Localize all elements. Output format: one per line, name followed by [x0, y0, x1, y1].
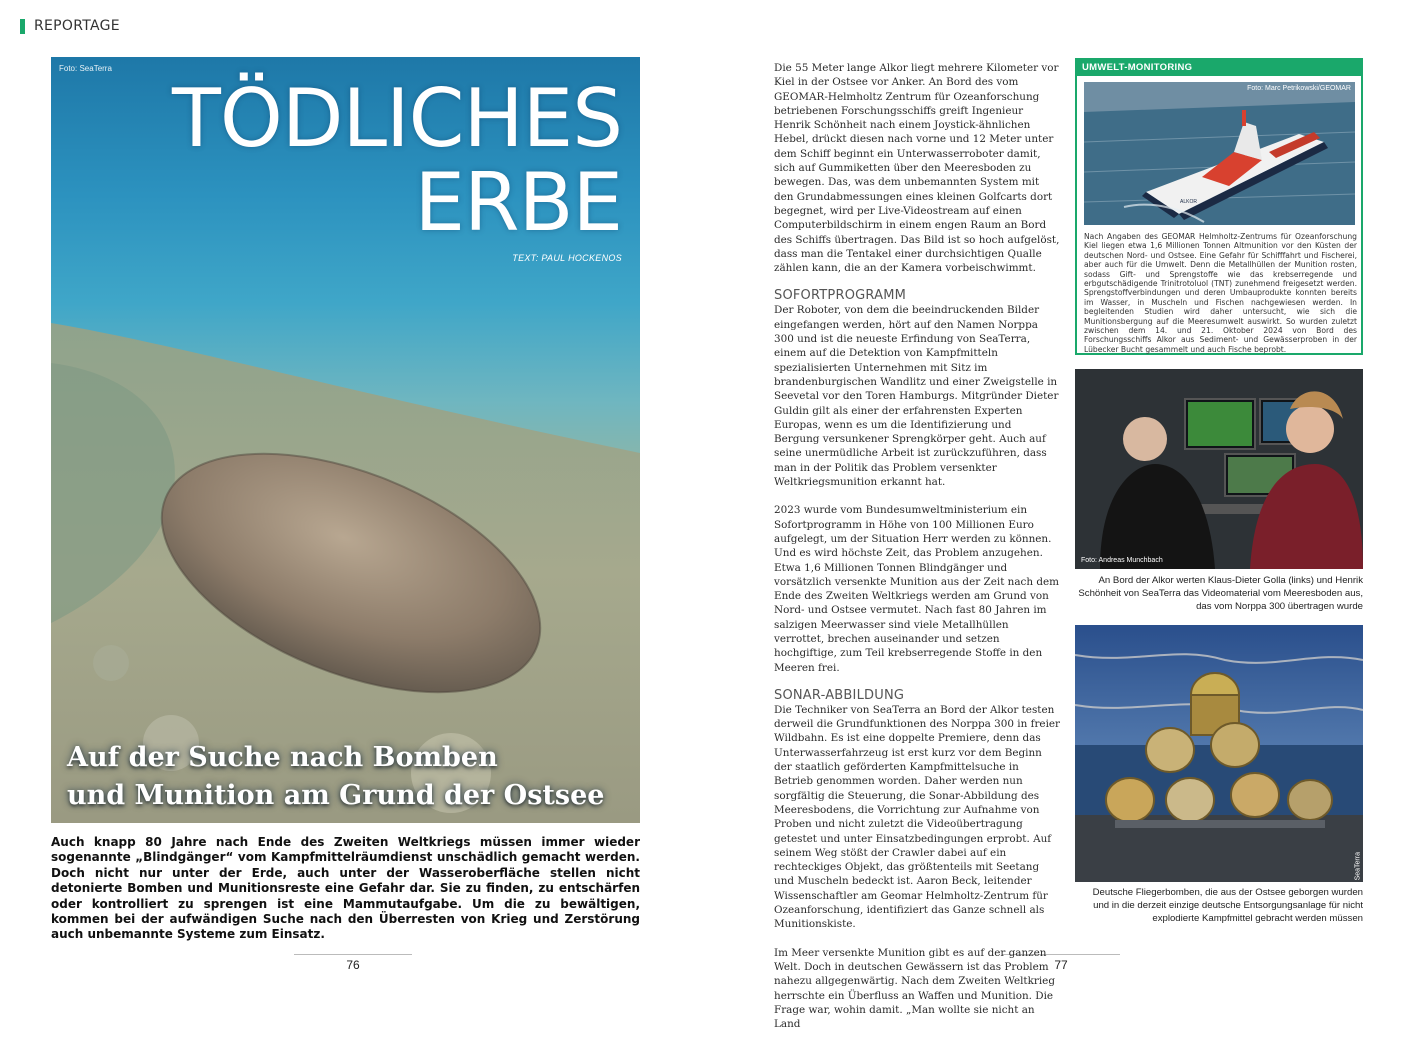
title-line-2: ERBE — [414, 156, 622, 249]
infobox — [1075, 58, 1363, 355]
bombs-photo-caption: Deutsche Fliegerbomben, die aus der Ostsee geborgen wurden und in die derzeit einzige deutsche Entsorgungsanlage für nicht explodierte Kampfmittel gebracht werden müssen — [1092, 887, 1363, 924]
section-tag — [20, 18, 120, 34]
section-label: REPORTAGE — [34, 18, 120, 34]
page-number-right: 77 — [1002, 954, 1120, 972]
infobox-header: UMWELT-MONITORING — [1077, 60, 1361, 76]
ship-name-label: ALKOR — [1180, 199, 1197, 205]
bombs-photo-credit: Foto: SeaTerra — [1354, 852, 1361, 899]
article-paragraph: Im Meer versenkte Munition gibt es auf der ganzen Welt. Doch in deutschen Gewässern ist das Problem nahezu allgegenwärtig. Nach dem Zweiten Weltkrieg herrschte ein Überfluss an Waffen und Munition. Die Frage war, wohin damit. „Man wollte sie nicht an Land — [774, 946, 1055, 1031]
page-number-left: 76 — [294, 954, 412, 972]
lab-photo — [1075, 369, 1363, 569]
lab-photo-credit: Foto: Andreas Munchbach — [1081, 557, 1163, 564]
article-paragraph: 2023 wurde vom Bundesumweltministerium ein Sofortprogramm in Höhe von 100 Millionen Euro aufgelegt, um der Situation Herr werden zu können. Und es wird höchste Zeit, das Problem anzugehen. Etwa 1,6 Millionen Tonnen Blindgänger und vorsätzlich versenkte Munition aus der Zeit nach dem Ende des Zweiten Weltkriegs werden am Grund von Nord- und Ostsee vermutet. Nach fast 80 Jahren im salzigen Meerwasser sind viele Metallhüllen verrottet, brechen auseinander und setzen hochgiftige, zum Teil krebserregende Stoffe in den Meeren frei. — [774, 504, 1060, 674]
ship-photo — [1084, 82, 1355, 225]
article-paragraph: Die 55 Meter lange Alkor liegt mehrere Kilometer vor Kiel in der Ostsee vor Anker. An Bord des vom GEOMAR-Helmholtz Zentrum für Ozeanforschung betriebenen Forschungsschiffs greift Ingenieur Henrik Schönheit nach einem Joystick-ähnlichen Hebel, drückt diesen nach vorne und 12 Meter unter dem Schiff beginnt ein Unterwasserroboter damit, sich auf Gummiketten über den Meeresboden zu bewegen. Das, was dem unbemannten System mit den Grundabmessungen eines kleinen Golfcarts dort begegnet, wird per Live-Videostream auf einen Computerbildschirm in einem engen Raum an Bord des Schiffs übertragen. Das Bild ist so hoch aufgelöst, dass man die Tentakel einer durchsichtigen Qualle zählen kann, die an der Kamera vorbeischwimmt. — [774, 62, 1060, 275]
article-subtitle — [67, 739, 627, 815]
title-line-1: TÖDLICHES — [172, 72, 622, 165]
lab-illustration — [1075, 369, 1363, 569]
article-paragraph: Die Techniker von SeaTerra an Bord der Alkor testen derweil die Grundfunktionen des Norppa 300 in freier Wildbahn. Es ist eine doppelte Premiere, denn das Unterwasserfahrzeug ist erst kurz vor dem Beginn der staatlich geförderten Kampfmittelsuche in Betrieb genommen worden. Daher werden nun sorgfältig die Steuerung, die Sonar-Abbildung des Meeresbodens, die Vorrichtung zur Aufnahme von Proben und nicht zuletzt die Videoübertragung getestet und unter Einsatzbedingungen erprobt. Auf seinem Weg stößt der Crawler dabei auf ein rechteckiges Objekt, das größtenteils mit Seetang und Muscheln bedeckt ist. Aaron Beck, leitender Wissenschaftler am Geomar Helmholtz-Zentrum für Ozeanforschung, identifiziert das Ganze schnell als Munitionskiste. — [774, 703, 1061, 931]
ship-illustration — [1084, 82, 1355, 225]
hero-photo-credit: Foto: SeaTerra — [59, 64, 112, 73]
bombs-illustration — [1075, 625, 1363, 882]
article-subheading: SOFORTPROGRAMM — [774, 288, 907, 304]
hero-image — [51, 57, 640, 823]
bombs-photo — [1075, 625, 1363, 899]
article-column — [774, 61, 1060, 1045]
author-credit: TEXT: PAUL HOCKENOS — [512, 253, 622, 263]
ship-photo-credit: Foto: Marc Petrikowski/GEOMAR — [1247, 85, 1351, 92]
section-accent-bar — [20, 19, 25, 34]
lab-photo-caption: An Bord der Alkor werten Klaus-Dieter Golla (links) und Henrik Schönheit von SeaTerra das Videomaterial vom Meeresboden aus, das vom Norppa 300 übertragen wurde — [1078, 575, 1363, 612]
lead-paragraph: Auch knapp 80 Jahre nach Ende des Zweiten Weltkriegs müssen immer wieder sogenannte „Blindgänger“ vom Kampfmittelräumdienst unschädlich gemacht werden. Doch nicht nur unter der Erde, auch unter der Wasseroberfläche stellen nicht detonierte Bomben und Munitionsreste eine Gefahr dar. Sie zu finden, zu entschärfen oder kontrolliert zu sprengen ist eine Mammutaufgabe. Um die zu bewältigen, kommen bei der aufwändigen Suche nach den Überresten von Krieg und Zerstörung auch unbemannte Systeme zum Einsatz. — [51, 835, 640, 942]
subtitle-line-2: und Munition am Grund der Ostsee — [67, 780, 605, 811]
subtitle-line-1: Auf der Suche nach Bomben — [67, 742, 498, 773]
article-subheading: SONAR-ABBILDUNG — [774, 687, 905, 703]
infobox-text: Nach Angaben des GEOMAR Helmholtz-Zentrums für Ozeanforschung Kiel liegen etwa 1,6 Millionen Tonnen Altmunition vor den Küsten der deutschen Nord- und Ostsee. Eine Gefahr für Schifffahrt und Fischerei, aber auch für die Umwelt. Denn die Metallhüllen der Munition rosten, sodass Gift- und Sprengstoffe wie das krebserregende und erbgutschädigende Trinitrotoluol (TNT) zunehmend freigesetzt werden. Sprengstoffverbindungen und deren Umbauprodukte konnten bereits im Wasser, in Muscheln und Fischen nachgewiesen werden. In begleitenden Studien wird daher untersucht, wie sich die Munitionsbergung auf die Meeresumwelt auswirkt. So wurden zuletzt zwischen dem 14. und 21. Oktober 2024 von Bord des Forschungsschiffs Alkor aus Sediment- und Gewässerproben in der Lübecker Bucht gesammelt und auch Fische beprobt. — [1084, 232, 1357, 354]
article-title — [172, 72, 622, 249]
article-paragraph: Der Roboter, von dem die beeindruckenden Bilder eingefangen werden, hört auf den Namen Norppa 300 und ist die neueste Erfindung von SeaTerra, einem auf die Detektion von Kampfmitteln spezialisierten Unternehmen mit Sitz im brandenburgischen Wandlitz und einer Zweigstelle in Seevetal vor den Toren Hamburgs. Mitgründer Dieter Guldin gilt als einer der erfahrensten Experten Europas, wenn es um die Identifizierung und Bergung versunkener Sprengkörper geht. Auch auf seine unermüdliche Arbeit ist zurückzuführen, dass man in der Politik das Problem versenkter Weltkriegsmunition erkannt hat. — [774, 304, 1059, 489]
